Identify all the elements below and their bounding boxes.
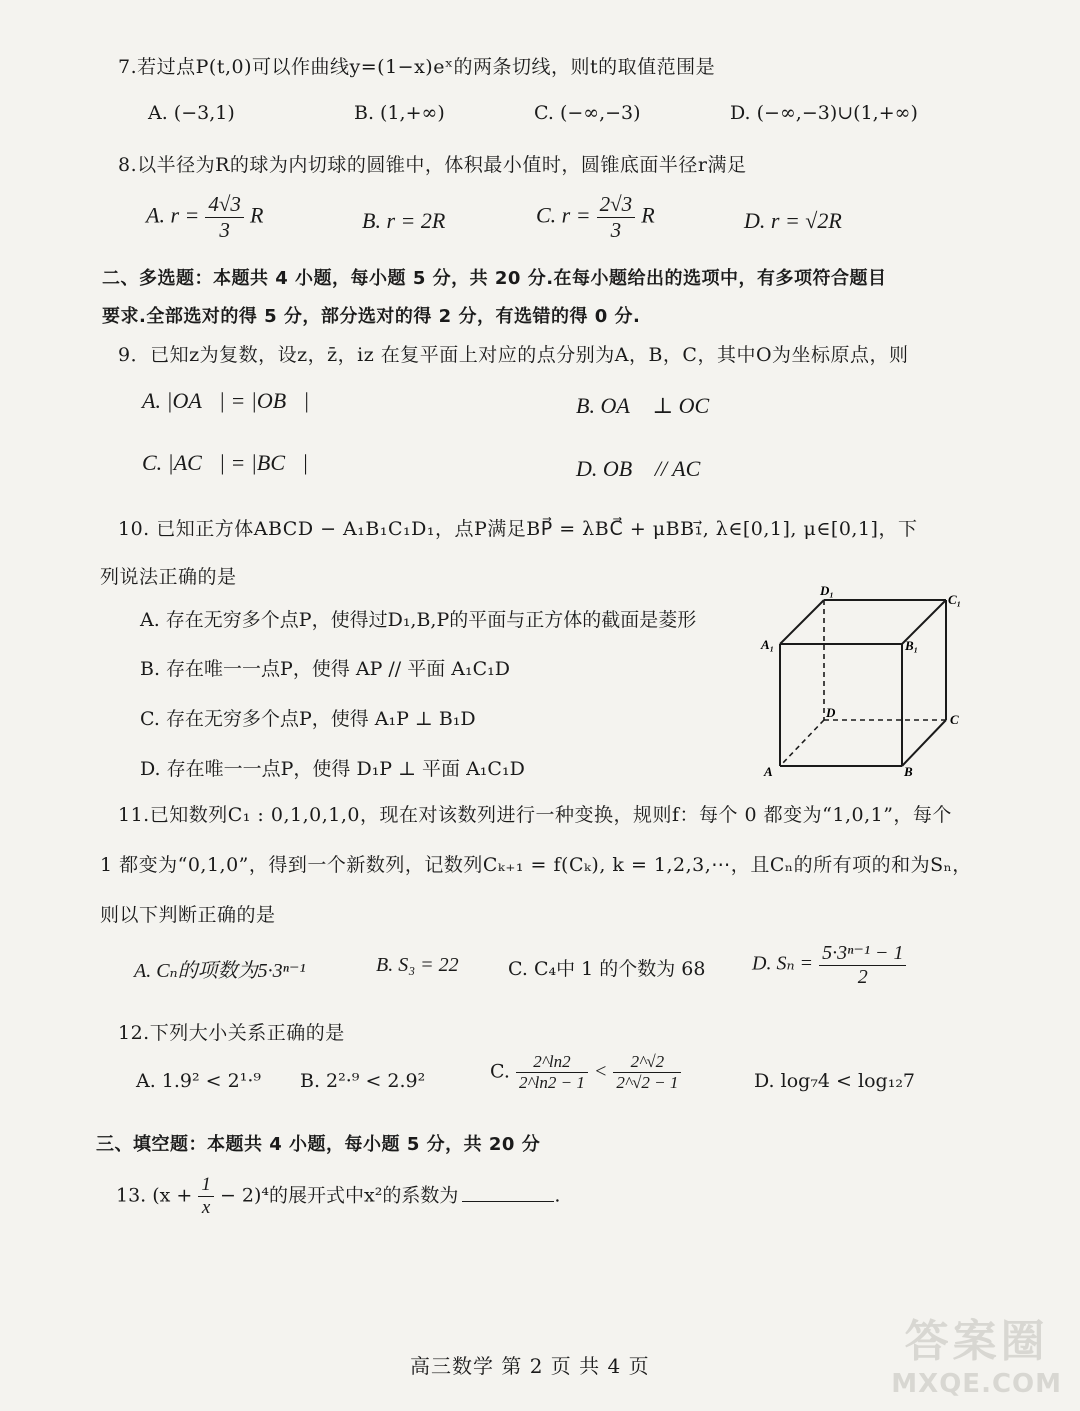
page-footer: 高三数学 第 2 页 共 4 页 [410,1354,650,1378]
section2-heading-line1: 二、多选题：本题共 4 小题，每小题 5 分，共 20 分.在每小题给出的选项中，有多项符合题目 [102,268,887,289]
q12-stem: 12.下列大小关系正确的是 [118,1022,345,1044]
q7-option-a: A. (−3,1) [148,102,235,124]
q11-line3: 则以下判断正确的是 [100,904,276,926]
q10-option-c: C. 存在无穷多个点P，使得 A₁P ⊥ B₁D [140,708,476,730]
q10-stem: 10. 已知正方体ABCD − A₁B₁C₁D₁，点P满足BP⃗ = λBC⃗ + μBB₁⃗, λ∈[0,1], μ∈[0,1]，下 [118,518,918,540]
q8-option-c: C. r = $\frac{2√3}{3}$ R [536,192,655,242]
q12-option-c: C. $\frac{2\^{}\ln 2}{2\^{}\ln 2 - 1}$ < $\frac{2\^{}√2}{2\^{}√2 - 1}$ [490,1052,681,1093]
watermark-logo: 答案圈 MXQE.COM [891,1316,1062,1399]
section3-heading: 三、填空题：本题共 4 小题，每小题 5 分，共 20 分 [96,1134,541,1155]
q9-stem: 9．已知z为复数，设z，z̄，iz 在复平面上对应的点分别为A，B，C，其中O为坐标原点，则 [118,344,909,366]
q9-option-a: A. |OA⃗| = |OB⃗| [142,388,310,413]
q8-option-d: D. r = √2R [744,208,842,233]
cube-label-c: C [950,712,959,727]
q10-stem-continued: 列说法正确的是 [100,566,237,588]
q12-option-a: A. 1.9² < 2¹·⁹ [136,1070,261,1092]
q10-option-b: B. 存在唯一一点P，使得 AP // 平面 A₁C₁D [140,658,511,680]
q13-answer-blank [462,1201,554,1202]
q10-option-a: A. 存在无穷多个点P，使得过D₁,B,P的平面与正方体的截面是菱形 [140,609,697,631]
q8-option-a: A. r = $\frac{4√3}{3}$ R [146,192,264,242]
cube-diagram [760,582,970,782]
q8-option-b: B. r = 2R [362,208,446,233]
q11-line1: 11.已知数列C₁ : 0,1,0,1,0，现在对该数列进行一种变换，规则f：每个 0 都变为“1,0,1”，每个 [118,804,952,826]
q11-option-c: C. C₄中 1 的个数为 68 [508,958,706,980]
q7-option-d: D. (−∞,−3)∪(1,+∞) [730,102,918,124]
q10-option-d: D. 存在唯一一点P，使得 D₁P ⊥ 平面 A₁C₁D [140,758,525,780]
q9-option-d: D. OB⃗ // AC⃗ [576,456,718,481]
cube-label-a: A [764,764,773,779]
cube-label-b1: B₁ [905,638,919,653]
q7-option-b: B. (1,+∞) [354,102,445,124]
q9-option-b: B. OA⃗ ⊥ OC⃗ [576,393,727,418]
cube-label-b: B [904,764,913,779]
q12-option-b: B. 2²·⁹ < 2.9² [300,1070,426,1092]
q11-option-d: D. Sₙ = $\frac{\text{5·3ⁿ⁻¹ − 1}}{2}$ [752,940,906,989]
q12-option-d: D. log₇4 < log₁₂7 [754,1070,916,1092]
q9-option-c: C. |AC⃗| = |BC⃗| [142,450,309,475]
cube-label-d1: D₁ [820,583,834,598]
q13-stem: 13. (x + $\frac{1}{x}$ − 2)⁴的展开式中x²的系数为 . [116,1174,561,1218]
section2-heading-line2: 要求.全部选对的得 5 分，部分选对的得 2 分，有选错的得 0 分. [102,306,641,327]
q11-option-b: B. S₃ = 22 [376,954,459,976]
q8-stem: 8.以半径为R的球为内切球的圆锥中，体积最小值时，圆锥底面半径r满足 [118,154,747,176]
q11-line2: 1 都变为“0,1,0”，得到一个新数列，记数列Cₖ₊₁ = f(Cₖ), k = 1,2,3,⋯，且Cₙ的所有项的和为Sₙ， [100,854,972,876]
cube-label-a1: A₁ [761,637,775,652]
cube-label-c1: C₁ [948,592,962,607]
q7-stem: 7.若过点P(t,0)可以作曲线y=(1−x)eˣ的两条切线，则t的取值范围是 [118,56,716,78]
q7-option-c: C. (−∞,−3) [534,102,641,124]
q11-option-a: A. Cₙ的项数为5·3ⁿ⁻¹ [134,960,306,982]
cube-label-d: D [826,705,836,720]
